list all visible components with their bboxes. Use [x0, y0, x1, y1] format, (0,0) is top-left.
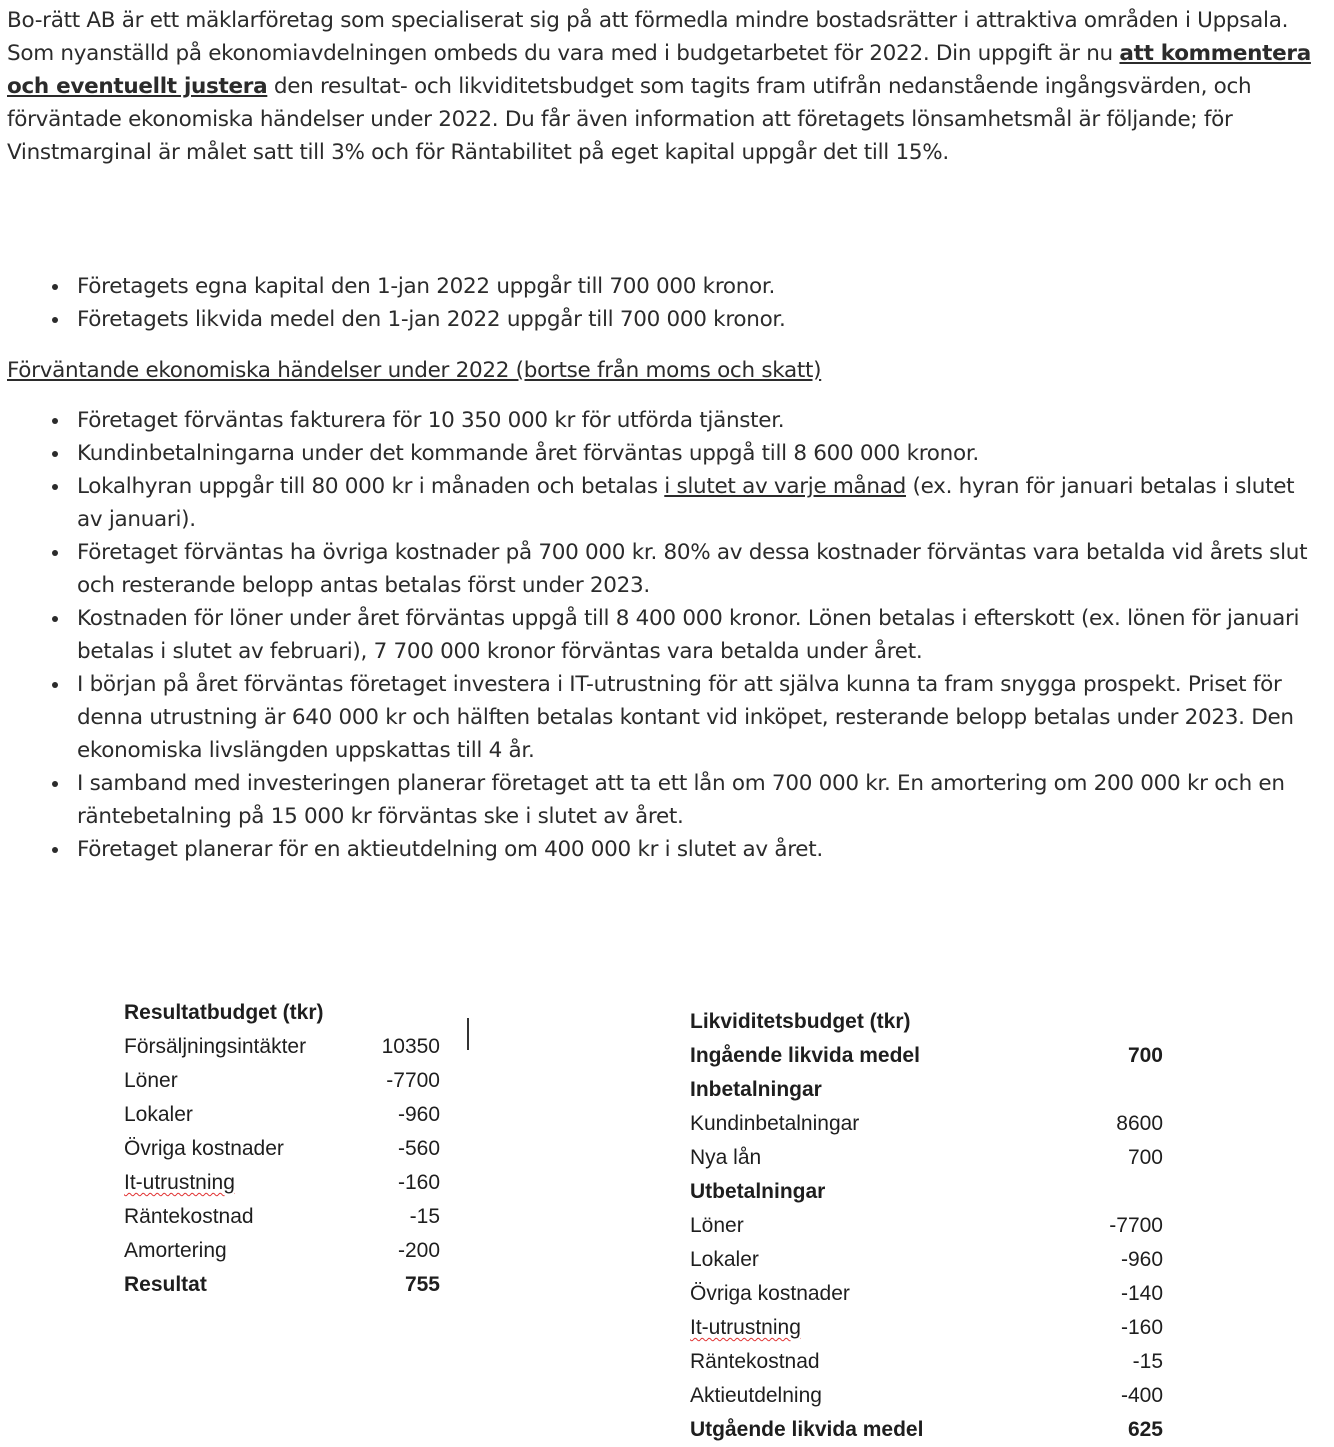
- table-title: [124, 996, 440, 1030]
- table-row: [690, 1345, 1163, 1379]
- row-value: 10350: [381, 1035, 440, 1058]
- initial-values-list: [0, 270, 1317, 336]
- table-title-text: Likviditetsbudget (tkr): [690, 1010, 911, 1033]
- table-row: [690, 1311, 1163, 1345]
- row-label: Resultat: [124, 1273, 207, 1296]
- row-label: It-utrustning: [690, 1316, 801, 1339]
- row-value: 755: [404, 1273, 440, 1296]
- list-item: Kundinbetalningarna under det kommande året förväntas uppgå till 8 600 000 kronor.: [77, 437, 1317, 470]
- row-value: -140: [1120, 1282, 1163, 1305]
- events-list: [0, 404, 1317, 866]
- table-title-text: Resultatbudget (tkr): [124, 1001, 324, 1024]
- row-label: Utbetalningar: [690, 1180, 826, 1203]
- row-value: -15: [1132, 1350, 1163, 1373]
- intro-paragraph: [7, 4, 1327, 169]
- row-label: Räntekostnad: [690, 1350, 820, 1373]
- row-label: Inbetalningar: [690, 1078, 822, 1101]
- table-row: [690, 1107, 1163, 1141]
- row-value: -7700: [386, 1069, 440, 1092]
- table-row: [124, 1200, 440, 1234]
- row-label: Kundinbetalningar: [690, 1112, 860, 1135]
- table-section-header: [690, 1175, 1163, 1209]
- events-heading: Förväntande ekonomiska händelser under 2022 (bortse från moms och skatt): [7, 358, 822, 383]
- row-label: Löner: [124, 1069, 178, 1092]
- table-title: [690, 1005, 1163, 1039]
- row-value: -160: [397, 1171, 440, 1194]
- row-value: -15: [409, 1205, 440, 1228]
- row-label: Aktieutdelning: [690, 1384, 822, 1407]
- row-value: 700: [1127, 1044, 1163, 1067]
- table-row: [124, 1030, 440, 1064]
- table-row: [690, 1039, 1163, 1073]
- table-row: [124, 1098, 440, 1132]
- row-label: Löner: [690, 1214, 744, 1237]
- row-label: It-utrustning: [124, 1171, 235, 1194]
- row-label: Utgående likvida medel: [690, 1418, 924, 1441]
- list-item: Kostnaden för löner under året förväntas uppgå till 8 400 000 kronor. Lönen betalas i efterskott (ex. lönen för januari betalas i slutet av februari), 7 700 000 kronor förväntas vara betalda under året.: [77, 602, 1317, 668]
- list-item: I samband med investeringen planerar företaget att ta ett lån om 700 000 kr. En amortering om 200 000 kr och en räntebetalning på 15 000 kr förväntas ske i slutet av året.: [77, 767, 1317, 833]
- row-label: Övriga kostnader: [690, 1282, 850, 1305]
- intro-text-1: Bo-rätt AB är ett mäklarföretag som specialiserat sig på att förmedla mindre bostadsrätter i attraktiva områden i Uppsala. Som nyanställd på ekonomiavdelningen ombeds du vara med i budgetarbetet för 2022. Din uppgift är nu: [7, 8, 1289, 66]
- row-value: 8600: [1116, 1112, 1163, 1135]
- row-value: -560: [397, 1137, 440, 1160]
- row-value: -400: [1120, 1384, 1163, 1407]
- row-label: Försäljningsintäkter: [124, 1035, 307, 1058]
- text-cursor: [467, 1018, 469, 1050]
- table-row-total: [124, 1268, 440, 1302]
- row-label: Amortering: [124, 1239, 227, 1262]
- list-item: Företagets egna kapital den 1-jan 2022 uppgår till 700 000 kronor.: [77, 270, 1317, 303]
- event-underlined-text: i slutet av varje månad: [664, 474, 906, 499]
- row-label: Lokaler: [124, 1103, 193, 1126]
- table-row: [124, 1132, 440, 1166]
- resultatbudget-table: [124, 996, 440, 1302]
- intro-emphasis: att kommentera och eventuellt justera: [7, 41, 1311, 99]
- row-label: Räntekostnad: [124, 1205, 254, 1228]
- row-value: 625: [1127, 1418, 1163, 1441]
- row-value: -7700: [1109, 1214, 1163, 1237]
- table-row-total: [690, 1413, 1163, 1447]
- list-item: Företagets likvida medel den 1-jan 2022 uppgår till 700 000 kronor.: [77, 303, 1317, 336]
- table-row: [124, 1166, 440, 1200]
- list-item: Företaget förväntas ha övriga kostnader på 700 000 kr. 80% av dessa kostnader förväntas vara betalda vid årets slut och resterande belopp antas betalas först under 2023.: [77, 536, 1317, 602]
- table-row: [124, 1234, 440, 1268]
- row-value: -160: [1120, 1316, 1163, 1339]
- table-row: [690, 1243, 1163, 1277]
- list-item: Företaget planerar för en aktieutdelning om 400 000 kr i slutet av året.: [77, 833, 1317, 866]
- row-value: -200: [397, 1239, 440, 1262]
- table-row: [124, 1064, 440, 1098]
- list-item: I början på året förväntas företaget investera i IT-utrustning för att själva kunna ta fram snygga prospekt. Priset för denna utrustning är 640 000 kr och hälften betalas kontant vid inköpet, resterande belopp betalas under 2023. Den ekonomiska livslängden uppskattas till 4 år.: [77, 668, 1317, 767]
- row-label: Nya lån: [690, 1146, 762, 1169]
- intro-text-2: den resultat- och likviditetsbudget som tagits fram utifrån nedanstående ingångsvärden, och förväntade ekonomiska händelser under 2022. Du får även information att företagets lönsamhetsmål är följande; för Vinstmarginal är målet satt till 3% och för Räntabilitet på eget kapital uppgår det till 15%.: [7, 74, 1252, 165]
- event-text: Lokalhyran uppgår till 80 000 kr i månaden och betalas: [77, 474, 665, 499]
- likviditetsbudget-table: [690, 1005, 1163, 1447]
- row-value: 700: [1127, 1146, 1163, 1169]
- list-item: Företaget förväntas fakturera för 10 350 000 kr för utförda tjänster.: [77, 404, 1317, 437]
- event-text: (ex. hyran för januari betalas i slutet av januari).: [77, 474, 1295, 532]
- table-section-header: [690, 1073, 1163, 1107]
- row-value: -960: [397, 1103, 440, 1126]
- row-label: Ingående likvida medel: [690, 1044, 920, 1067]
- table-row: [690, 1209, 1163, 1243]
- table-row: [690, 1141, 1163, 1175]
- list-item: [77, 470, 1317, 536]
- table-row: [690, 1277, 1163, 1311]
- row-label: Övriga kostnader: [124, 1137, 284, 1160]
- row-label: Lokaler: [690, 1248, 759, 1271]
- row-value: -960: [1120, 1248, 1163, 1271]
- table-row: [690, 1379, 1163, 1413]
